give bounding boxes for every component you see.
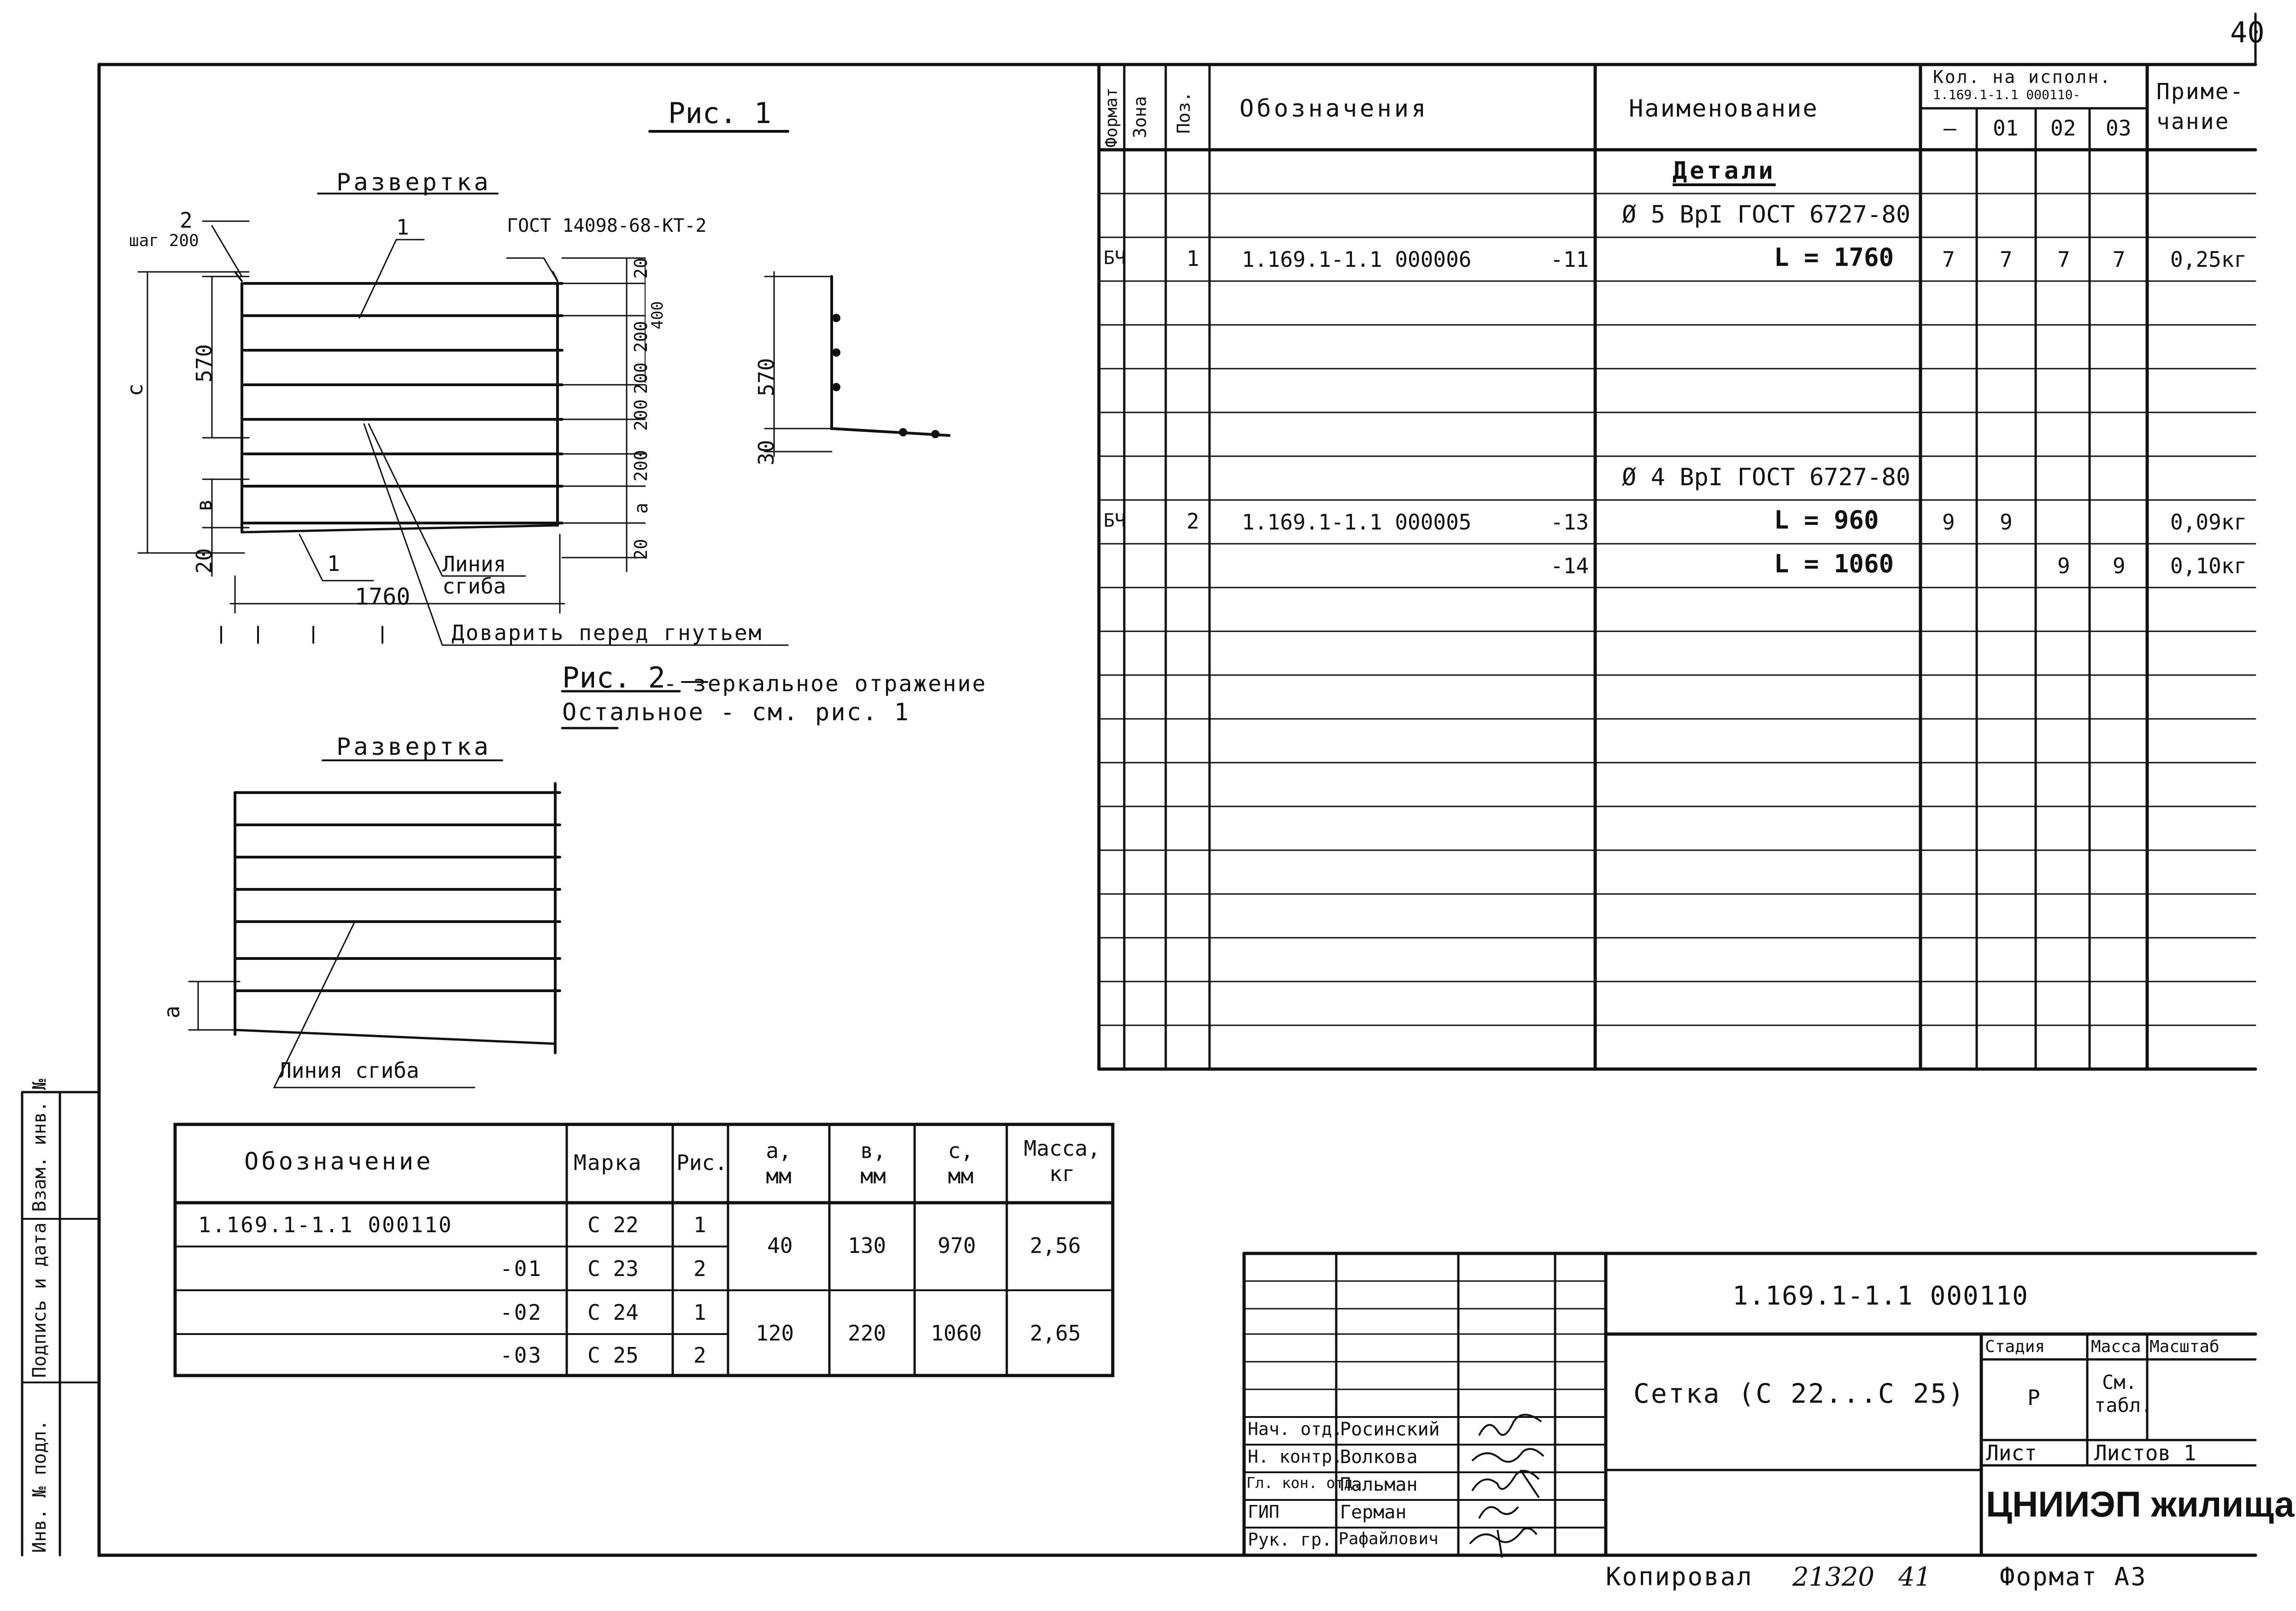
spec-r2-q0: 9	[1942, 510, 1955, 535]
spec-group2: Ø 4 ВрI ГОСТ 6727-80	[1622, 464, 1911, 491]
fig1-shag: шаг 200	[129, 231, 199, 250]
fig1-rdim-2: 200	[631, 321, 651, 353]
fig1-rdim-5: 200	[631, 450, 651, 482]
fig1-weld-note: Доварить перед гнутьем	[452, 620, 763, 645]
person-name-2: Пальман	[1340, 1474, 1418, 1495]
marks-r1-ris: 2	[693, 1256, 706, 1281]
marks-r3-marka: С 25	[587, 1343, 639, 1368]
fig1-rdim-3: 200	[631, 362, 651, 394]
title-masshtab-label: Масштаб	[2149, 1337, 2220, 1356]
spec-r3-q2: 9	[2057, 553, 2070, 578]
marks-g2-mass: 2,65	[1030, 1321, 1081, 1346]
person-role-1: Н. контр.	[1248, 1446, 1343, 1467]
spec-r1-q3: 7	[2113, 247, 2126, 272]
fig1-side-30: 30	[754, 440, 779, 465]
marks-header-mass: Масса, кг	[1023, 1136, 1101, 1187]
title-stadia-label: Стадия	[1985, 1337, 2045, 1356]
spec-r1-format: БЧ	[1104, 247, 1126, 269]
spec-header-prim: Приме-	[2156, 79, 2245, 105]
spec-r2-oboz: 1.169.1-1.1 000005	[1242, 510, 1472, 535]
spec-header-format: Формат	[1102, 87, 1121, 147]
footer-kopiroval: Копировал	[1606, 1562, 1753, 1591]
spec-col-03: 03	[2106, 116, 2132, 141]
spec-r1-suffix: -11	[1550, 247, 1589, 272]
spec-section-details: Детали	[1673, 157, 1776, 185]
title-name: Сетка (С 22...С 25)	[1633, 1378, 1966, 1409]
spec-r2-poz: 2	[1186, 509, 1199, 534]
spec-group1: Ø 5 ВрI ГОСТ 6727-80	[1622, 201, 1911, 229]
spec-header-kol-code: 1.169.1-1.1 000110-	[1933, 87, 2081, 102]
marks-r2-marka: С 24	[587, 1300, 639, 1325]
person-name-1: Волкова	[1340, 1446, 1418, 1468]
fig2-mesh	[235, 783, 560, 1053]
spec-col-base: –	[1944, 116, 1956, 141]
footer-number-2: 41	[1898, 1562, 1932, 1592]
person-role-4: Рук. гр.	[1248, 1529, 1333, 1550]
spec-header-poz: Поз.	[1174, 91, 1194, 134]
fig2-note-rest: Остальное - см. рис. 1	[562, 699, 910, 726]
fig2-title: Рис. 2	[562, 661, 665, 694]
spec-r2-suffix: -13	[1550, 510, 1589, 535]
fig1-title: Рис. 1	[668, 96, 771, 130]
fig2-dim-a: а	[159, 1005, 184, 1018]
fig1-rdim-7: 20	[631, 539, 651, 560]
inv-no-label: Инв. № подл.	[29, 1420, 50, 1553]
spec-col-02: 02	[2050, 116, 2076, 141]
marks-r3-ris: 2	[693, 1343, 706, 1368]
spec-r3-prim: 0,10кг	[2170, 553, 2247, 578]
spec-r3-q3: 9	[2113, 553, 2126, 578]
person-name-0: Росинский	[1340, 1419, 1440, 1440]
title-massa-value: См. табл.	[2094, 1371, 2153, 1417]
marks-header-oboz: Обозначение	[244, 1148, 434, 1176]
spec-r2-format: БЧ	[1104, 510, 1126, 531]
fig2-razvertka: Развертка	[336, 733, 491, 761]
marks-header-marka: Марка	[574, 1150, 642, 1175]
marks-g2-c: 1060	[931, 1321, 982, 1346]
marks-header-ris: Рис.	[676, 1150, 728, 1175]
spec-r1-naim: L = 1760	[1774, 243, 1894, 272]
spec-r2-q1: 9	[2000, 510, 2013, 535]
sign-date-label: Подпись и дата	[29, 1222, 50, 1378]
marks-header-a: а, мм	[766, 1138, 792, 1189]
fig2-line-bend: Линия сгиба	[279, 1058, 419, 1083]
fig1-side-570: 570	[754, 358, 779, 396]
title-listov-label: Листов 1	[2094, 1440, 2196, 1465]
spec-r1-q2: 7	[2057, 247, 2070, 272]
fig1-gost: ГОСТ 14098-68-КТ-2	[507, 215, 707, 236]
person-role-0: Нач. отд.	[1248, 1419, 1343, 1439]
spec-r1-q1: 7	[2000, 247, 2013, 272]
vzam-inv-label: Взам. инв. №	[29, 1079, 50, 1212]
signatures	[1470, 1415, 1544, 1558]
title-code: 1.169.1-1.1 000110	[1732, 1281, 2029, 1311]
fig2-note-mirror: - зеркальное отражение	[664, 671, 987, 697]
marks-r0-ris: 1	[693, 1212, 706, 1237]
spec-header-zona: Зона	[1130, 96, 1150, 138]
title-massa-label: Масса	[2091, 1337, 2141, 1356]
fig1-dim-570: 570	[192, 344, 217, 382]
title-list-label: Лист	[1986, 1440, 2037, 1465]
spec-header-kol: Кол. на исполн.	[1933, 67, 2112, 87]
person-role-2: Гл. кон. отд.	[1246, 1474, 1362, 1492]
title-stadia-value: Р	[2027, 1385, 2040, 1410]
marks-header-b: в, мм	[860, 1138, 886, 1189]
fig1-bottom-label-1: 1	[327, 551, 340, 576]
marks-r0-oboz: 1.169.1-1.1 000110	[198, 1212, 453, 1237]
fig1-dim-1760: 1760	[355, 583, 411, 610]
person-role-3: ГИП	[1248, 1502, 1280, 1522]
person-name-4: Рафайлович	[1339, 1529, 1439, 1548]
marks-r1-oboz: -01	[500, 1256, 543, 1281]
footer-format: Формат А3	[2000, 1562, 2147, 1591]
fig1-dim-b: в	[192, 499, 217, 512]
spec-r2-naim: L = 960	[1774, 506, 1879, 535]
marks-r2-ris: 1	[693, 1300, 706, 1325]
marks-g1-mass: 2,56	[1030, 1233, 1081, 1258]
fig1-rdim-1: 400	[648, 301, 667, 329]
fig1-rdim-0: 20	[631, 258, 651, 279]
spec-r2-prim: 0,09кг	[2170, 510, 2247, 535]
spec-r3-naim: L = 1060	[1774, 549, 1894, 578]
marks-g2-a: 120	[756, 1321, 794, 1346]
spec-header-prim2: чание	[2156, 109, 2230, 135]
spec-col-01: 01	[1993, 116, 2019, 141]
marks-g1-c: 970	[938, 1233, 976, 1258]
marks-r2-oboz: -02	[500, 1300, 543, 1325]
fig1-line-bend: Линия сгиба	[442, 552, 506, 599]
footer-number: 21320	[1792, 1562, 1875, 1592]
spec-r1-oboz: 1.169.1-1.1 000006	[1242, 247, 1472, 272]
person-name-3: Герман	[1340, 1502, 1407, 1523]
spec-r1-q0: 7	[1942, 247, 1955, 272]
spec-header-naim: Наименование	[1629, 95, 1819, 123]
fig1-rdim-4: 200	[631, 399, 651, 431]
spec-r1-prim: 0,25кг	[2170, 247, 2247, 272]
fig1-razvertka: Развертка	[336, 169, 491, 196]
fig1-dim-20: 20	[192, 548, 217, 574]
marks-r1-marka: С 23	[587, 1256, 639, 1281]
marks-header-c: с, мм	[948, 1138, 974, 1189]
fig1-mesh	[235, 272, 562, 532]
marks-r3-oboz: -03	[500, 1343, 543, 1368]
sheet-number: 40	[2230, 16, 2265, 49]
marks-g1-b: 130	[848, 1233, 887, 1258]
spec-r3-suffix: -14	[1550, 553, 1589, 578]
title-org: ЦНИИЭП жилища	[1986, 1484, 2295, 1524]
fig1-rdim-6: а	[631, 502, 652, 514]
fig1-label-2: 2	[180, 208, 193, 233]
marks-r0-marka: С 22	[587, 1212, 639, 1237]
fig1-dim-c: с	[123, 383, 147, 396]
marks-g2-b: 220	[848, 1321, 887, 1346]
fig1-side-profile	[765, 272, 949, 456]
marks-g1-a: 40	[767, 1233, 793, 1258]
fig1-label-1: 1	[396, 215, 409, 240]
spec-header-oboz: Обозначения	[1239, 95, 1429, 123]
spec-r1-poz: 1	[1186, 246, 1199, 271]
